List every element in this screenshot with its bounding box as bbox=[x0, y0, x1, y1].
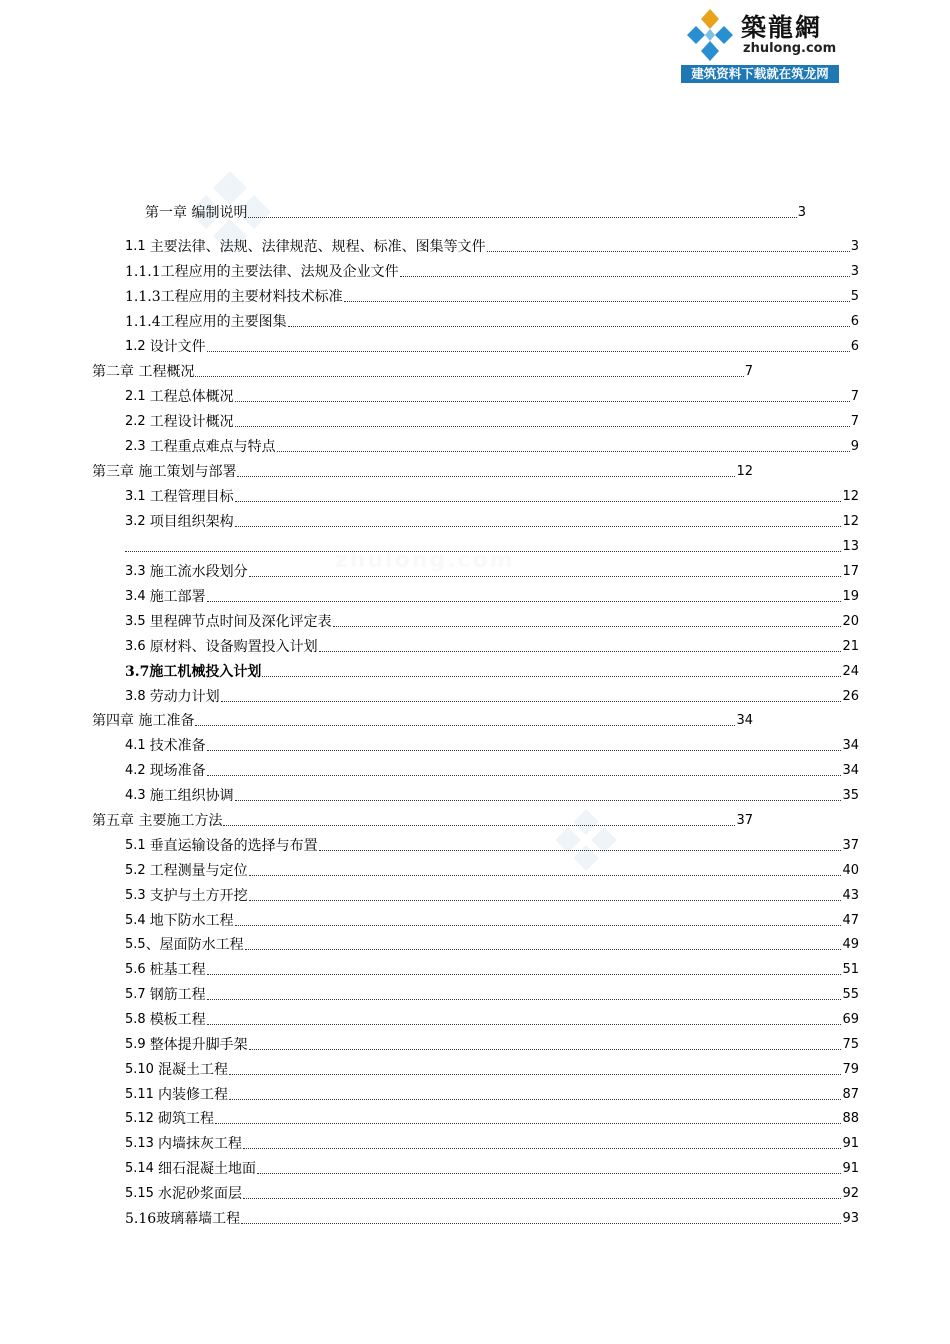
toc-leader bbox=[215, 1123, 842, 1124]
toc-entry[interactable] bbox=[125, 1080, 859, 1104]
toc-entry-page: 69 bbox=[842, 1012, 859, 1027]
toc-entry-page: 9 bbox=[850, 439, 859, 454]
toc-entry[interactable] bbox=[145, 198, 806, 222]
toc-entry-page: 34 bbox=[736, 713, 753, 728]
toc-entry-page: 7 bbox=[850, 389, 859, 404]
toc-entry-title: 施工组织协调 bbox=[149, 788, 234, 804]
toc-leader bbox=[277, 451, 850, 452]
toc-entry-title: 1.1.4工程应用的主要图集 bbox=[125, 314, 287, 330]
toc-leader bbox=[257, 1173, 842, 1174]
toc-entry[interactable] bbox=[125, 930, 859, 954]
toc-entry-title: 第一章 编制说明 bbox=[145, 205, 248, 221]
toc-entry[interactable] bbox=[125, 1129, 859, 1153]
toc-entry[interactable] bbox=[125, 1179, 859, 1203]
toc-leader bbox=[195, 725, 735, 726]
toc-leader bbox=[195, 376, 743, 377]
toc-entry-number: 5.10 bbox=[125, 1062, 154, 1077]
toc-entry-title: 工程管理目标 bbox=[149, 489, 234, 505]
toc-entry[interactable] bbox=[125, 532, 859, 556]
toc-entry-page: 6 bbox=[850, 314, 859, 329]
toc-entry-number: 1.1 bbox=[125, 239, 146, 254]
toc-entry-number: 2.2 bbox=[125, 414, 146, 429]
toc-leader bbox=[249, 1049, 842, 1050]
toc-leader bbox=[235, 426, 850, 427]
zhulong-logo bbox=[681, 5, 839, 83]
toc-entry-number: 5.4 bbox=[125, 913, 146, 928]
toc-entry-page: 40 bbox=[842, 863, 859, 878]
toc-entry-title: 施工部署 bbox=[149, 589, 206, 605]
toc-entry-title: 第三章 施工策划与部署 bbox=[92, 464, 237, 480]
toc-entry-title: 地下防水工程 bbox=[149, 913, 234, 929]
toc-leader bbox=[344, 301, 850, 302]
toc-entry-number: 2.1 bbox=[125, 389, 146, 404]
logo-domain: zhulong.com bbox=[743, 41, 837, 56]
toc-leader bbox=[319, 850, 842, 851]
toc-leader bbox=[235, 800, 842, 801]
toc-entry-title: 桩基工程 bbox=[149, 962, 206, 978]
toc-entry-page: 37 bbox=[736, 813, 753, 828]
toc-entry-title: 5.16玻璃幕墙工程 bbox=[125, 1211, 241, 1227]
toc-entry-title: 项目组织架构 bbox=[149, 514, 234, 530]
toc-entry-title: 现场准备 bbox=[149, 763, 206, 779]
toc-leader bbox=[400, 276, 850, 277]
toc-entry[interactable] bbox=[125, 282, 859, 306]
toc-entry-title: 工程总体概况 bbox=[149, 389, 234, 405]
toc-entry-page: 91 bbox=[842, 1161, 859, 1176]
toc-leader bbox=[207, 999, 842, 1000]
toc-leader bbox=[249, 576, 842, 577]
toc-entry-page: 79 bbox=[842, 1062, 859, 1077]
toc-entry-title: 原材料、设备购置投入计划 bbox=[149, 639, 318, 655]
toc-entry-title: 第四章 施工准备 bbox=[92, 713, 195, 729]
toc-leader bbox=[223, 825, 735, 826]
toc-entry-title: 1.1.1工程应用的主要法律、法规及企业文件 bbox=[125, 264, 399, 280]
toc-entry-page: 26 bbox=[842, 689, 859, 704]
toc-entry-title: 垂直运输设备的选择与布置 bbox=[149, 838, 318, 854]
toc-entry[interactable] bbox=[92, 357, 753, 381]
toc-entry-number: 3.3 bbox=[125, 564, 146, 579]
toc-entry-number: 4.3 bbox=[125, 788, 146, 803]
toc-entry-title: 模板工程 bbox=[149, 1012, 206, 1028]
toc-entry[interactable] bbox=[125, 682, 859, 706]
toc-entry[interactable] bbox=[125, 856, 859, 880]
toc-entry[interactable] bbox=[125, 232, 859, 256]
toc-leader bbox=[245, 949, 842, 950]
toc-entry[interactable] bbox=[125, 756, 859, 780]
toc-entry[interactable] bbox=[125, 1030, 859, 1054]
toc-entry-title: 砌筑工程 bbox=[157, 1111, 214, 1127]
toc-entry[interactable] bbox=[125, 632, 859, 656]
toc-entry-title: 内墙抹灰工程 bbox=[157, 1136, 242, 1152]
toc-entry-page: 87 bbox=[842, 1087, 859, 1102]
toc-entry[interactable] bbox=[125, 507, 859, 531]
toc-entry[interactable] bbox=[125, 1154, 859, 1178]
toc-entry-title: 、屋面防水工程 bbox=[145, 937, 244, 953]
toc-entry-title: 细石混凝土地面 bbox=[157, 1161, 256, 1177]
toc-entry-page: 51 bbox=[842, 962, 859, 977]
toc-leader bbox=[319, 651, 842, 652]
toc-entry[interactable] bbox=[125, 1204, 859, 1228]
watermark-text: zhulong.com bbox=[335, 548, 515, 573]
toc-entry-page: 34 bbox=[842, 738, 859, 753]
toc-leader bbox=[243, 1148, 842, 1149]
toc-entry-page: 3 bbox=[850, 264, 859, 279]
toc-entry-page: 12 bbox=[736, 464, 753, 479]
toc-entry[interactable] bbox=[125, 307, 859, 331]
toc-entry-number: 3.4 bbox=[125, 589, 146, 604]
toc-entry-title: 钢筋工程 bbox=[149, 987, 206, 1003]
toc-leader bbox=[249, 900, 842, 901]
toc-entry[interactable] bbox=[125, 407, 859, 431]
toc-entry-page: 6 bbox=[850, 339, 859, 354]
toc-entry-title: 里程碑节点时间及深化评定表 bbox=[149, 614, 332, 630]
toc-entry-page: 19 bbox=[842, 589, 859, 604]
toc-entry-page: 88 bbox=[842, 1111, 859, 1126]
toc-entry[interactable] bbox=[125, 482, 859, 506]
toc-leader bbox=[207, 601, 842, 602]
toc-leader bbox=[235, 526, 842, 527]
toc-entry-page: 7 bbox=[850, 414, 859, 429]
toc-entry[interactable] bbox=[125, 432, 859, 456]
toc-entry-number: 5.7 bbox=[125, 987, 146, 1002]
toc-entry[interactable] bbox=[125, 332, 859, 356]
toc-entry-title: 内装修工程 bbox=[157, 1087, 228, 1103]
toc-entry-number: 3.1 bbox=[125, 489, 146, 504]
toc-entry-page: 17 bbox=[842, 564, 859, 579]
toc-leader bbox=[333, 626, 842, 627]
toc-entry-page: 3 bbox=[850, 239, 859, 254]
toc-entry-number: 5.3 bbox=[125, 888, 146, 903]
toc-entry-title: 第五章 主要施工方法 bbox=[92, 813, 223, 829]
toc-entry-number: 3.6 bbox=[125, 639, 146, 654]
toc-entry-page: 43 bbox=[842, 888, 859, 903]
toc-entry-page: 21 bbox=[842, 639, 859, 654]
toc-entry-number: 5.11 bbox=[125, 1087, 154, 1102]
toc-entry[interactable] bbox=[125, 1104, 859, 1128]
toc-entry[interactable] bbox=[92, 806, 753, 830]
toc-entry[interactable] bbox=[125, 557, 859, 581]
toc-entry-title: 技术准备 bbox=[149, 738, 206, 754]
toc-leader bbox=[207, 775, 842, 776]
toc-leader bbox=[125, 551, 841, 552]
toc-entry[interactable] bbox=[92, 457, 753, 481]
toc-entry-page: 75 bbox=[842, 1037, 859, 1052]
toc-entry[interactable] bbox=[125, 906, 859, 930]
toc-entry[interactable] bbox=[125, 955, 859, 979]
toc-entry-number: 5.15 bbox=[125, 1186, 154, 1201]
toc-leader bbox=[248, 217, 796, 218]
toc-entry-title: 1.1.3工程应用的主要材料技术标准 bbox=[125, 289, 343, 305]
toc-entry[interactable] bbox=[125, 881, 859, 905]
toc-entry-number: 5.13 bbox=[125, 1136, 154, 1151]
toc-entry-title: 3.7施工机械投入计划 bbox=[125, 664, 262, 680]
toc-entry-title: 第二章 工程概况 bbox=[92, 364, 195, 380]
toc-entry[interactable] bbox=[92, 706, 753, 730]
zhulong-logo-icon bbox=[683, 7, 737, 63]
toc-entry-title: 施工流水段划分 bbox=[149, 564, 248, 580]
toc-leader bbox=[235, 925, 842, 926]
toc-entry[interactable] bbox=[125, 582, 859, 606]
toc-entry[interactable] bbox=[125, 831, 859, 855]
toc-entry-title: 水泥砂浆面层 bbox=[157, 1186, 242, 1202]
toc-entry-number: 5.6 bbox=[125, 962, 146, 977]
toc-entry-page: 35 bbox=[842, 788, 859, 803]
toc-entry-number: 5.2 bbox=[125, 863, 146, 878]
toc-entry-number: 2.3 bbox=[125, 439, 146, 454]
toc-entry-number: 5.8 bbox=[125, 1012, 146, 1027]
toc-entry-page: 91 bbox=[842, 1136, 859, 1151]
toc-entry[interactable] bbox=[125, 1055, 859, 1079]
toc-leader bbox=[237, 476, 735, 477]
toc-entry-number: 5.1 bbox=[125, 838, 146, 853]
toc-entry-title: 设计文件 bbox=[149, 339, 206, 355]
toc-entry-page: 49 bbox=[842, 937, 859, 952]
toc-entry-page: 92 bbox=[842, 1186, 859, 1201]
toc-entry-title: 混凝土工程 bbox=[157, 1062, 228, 1078]
toc-leader bbox=[288, 326, 850, 327]
toc-leader bbox=[207, 750, 842, 751]
toc-leader bbox=[235, 401, 850, 402]
toc-entry-number: 1.2 bbox=[125, 339, 146, 354]
toc-entry[interactable] bbox=[125, 1005, 859, 1029]
toc-entry-title: 整体提升脚手架 bbox=[149, 1037, 248, 1053]
toc-entry-page: 13 bbox=[842, 539, 859, 554]
toc-entry[interactable] bbox=[125, 382, 859, 406]
toc-entry-page: 37 bbox=[842, 838, 859, 853]
toc-leader bbox=[207, 974, 842, 975]
toc-entry-number: 5.5 bbox=[125, 937, 146, 952]
toc-leader bbox=[241, 1223, 841, 1224]
toc-entry[interactable] bbox=[125, 657, 859, 681]
toc-entry-title: 工程测量与定位 bbox=[149, 863, 248, 879]
toc-entry-page: 12 bbox=[842, 489, 859, 504]
toc-entry[interactable] bbox=[125, 781, 859, 805]
toc-entry-page: 7 bbox=[744, 364, 753, 379]
toc-leader bbox=[207, 1024, 842, 1025]
toc-entry-number: 3.2 bbox=[125, 514, 146, 529]
toc-entry-page: 55 bbox=[842, 987, 859, 1002]
toc-entry-page: 20 bbox=[842, 614, 859, 629]
toc-entry-page: 47 bbox=[842, 913, 859, 928]
toc-entry-page: 12 bbox=[842, 514, 859, 529]
toc-entry-number: 5.9 bbox=[125, 1037, 146, 1052]
logo-name: 築龍網 bbox=[741, 13, 823, 42]
toc-entry[interactable] bbox=[125, 607, 859, 631]
toc-entry-page: 3 bbox=[797, 205, 806, 220]
toc-entry-number: 4.2 bbox=[125, 763, 146, 778]
toc-entry-page: 24 bbox=[842, 664, 859, 679]
toc-entry-title: 工程设计概况 bbox=[149, 414, 234, 430]
toc-leader bbox=[243, 1198, 842, 1199]
toc-leader bbox=[229, 1074, 842, 1075]
toc-entry-number: 3.8 bbox=[125, 689, 146, 704]
toc-entry-page: 5 bbox=[850, 289, 859, 304]
toc-entry-title: 主要法律、法规、法律规范、规程、标准、图集等文件 bbox=[149, 239, 486, 255]
toc-entry[interactable] bbox=[125, 980, 859, 1004]
toc-entry-number: 5.12 bbox=[125, 1111, 154, 1126]
toc-leader bbox=[487, 251, 850, 252]
toc-entry[interactable] bbox=[125, 257, 859, 281]
toc-entry-title: 支护与土方开挖 bbox=[149, 888, 248, 904]
toc-leader bbox=[262, 676, 841, 677]
toc-leader bbox=[207, 351, 850, 352]
toc-entry-number: 4.1 bbox=[125, 738, 146, 753]
toc-entry-number: 5.14 bbox=[125, 1161, 154, 1176]
toc-entry-title: 劳动力计划 bbox=[149, 689, 220, 705]
toc-entry-page: 34 bbox=[842, 763, 859, 778]
toc-leader bbox=[221, 701, 842, 702]
toc-entry-number: 3.5 bbox=[125, 614, 146, 629]
toc-entry-page: 93 bbox=[842, 1211, 859, 1226]
toc-entry-title: 工程重点难点与特点 bbox=[149, 439, 276, 455]
logo-slogan: 建筑资料下载就在筑龙网 bbox=[681, 65, 839, 83]
toc-leader bbox=[249, 875, 842, 876]
toc-leader bbox=[235, 501, 842, 502]
toc-leader bbox=[229, 1099, 842, 1100]
toc-entry[interactable] bbox=[125, 731, 859, 755]
